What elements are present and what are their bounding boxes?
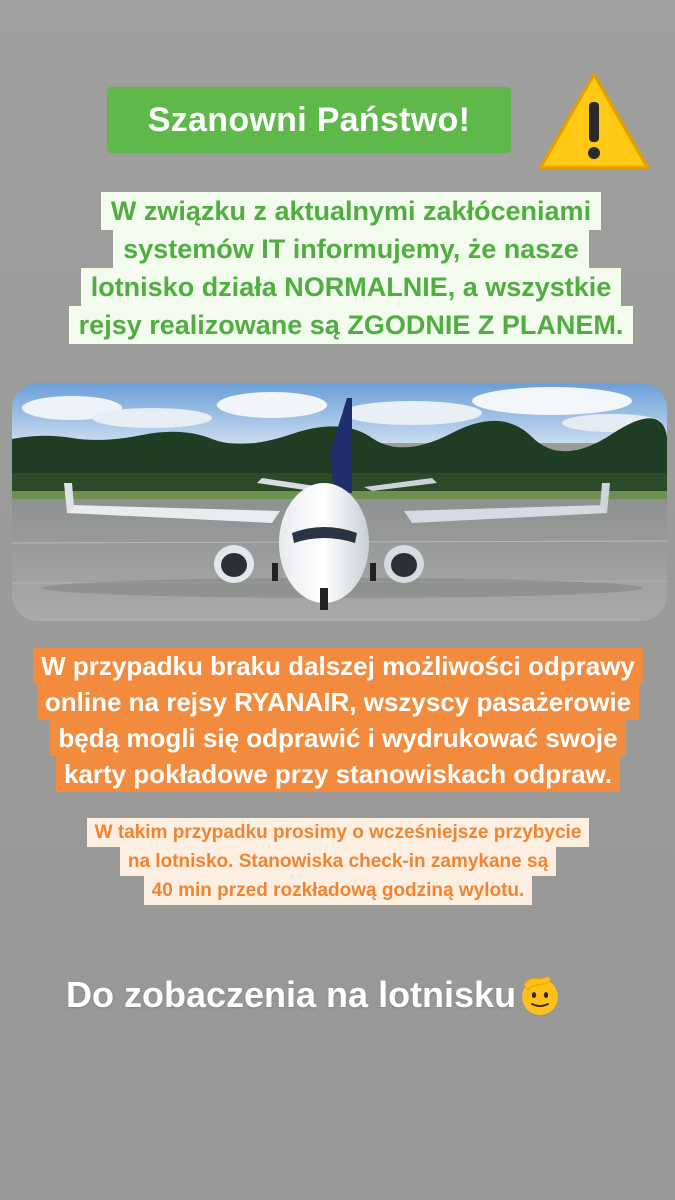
greeting-banner — [107, 87, 511, 153]
notice-line: W związku z aktualnymi zakłóceniami — [101, 192, 601, 230]
notice-line: rejsy realizowane są ZGODNIE Z PLANEM. — [69, 306, 634, 344]
advice-line: 40 min przed rozkładową godziną wylotu. — [144, 876, 533, 905]
checkin-line: online na rejsy RYANAIR, wszyscy pasażerowie — [37, 684, 639, 720]
farewell — [66, 965, 626, 1025]
it-disruption-notice — [64, 192, 638, 344]
farewell-text: Do zobaczenia na lotnisku — [66, 974, 517, 1015]
warning-icon — [536, 70, 652, 172]
advice-line: W takim przypadku prosimy o wcześniejsze przybycie — [87, 818, 590, 847]
advice-line: na lotnisko. Stanowiska check-in zamykane są — [120, 847, 556, 876]
notice-line: lotnisko działa NORMALNIE, a wszystkie — [81, 268, 622, 306]
early-arrival-notice — [40, 818, 636, 905]
checkin-line: W przypadku braku dalszej możliwości odprawy — [33, 648, 643, 684]
checkin-line: karty pokładowe przy stanowiskach odpraw. — [56, 756, 620, 792]
checkin-line: będą mogli się odprawić i wydrukować swoje — [50, 720, 625, 756]
greeting-text: Szanowni Państwo! — [147, 100, 471, 139]
checkin-notice — [18, 648, 658, 792]
notice-line: systemów IT informujemy, że nasze — [113, 230, 589, 268]
airplane-on-apron-photo — [12, 383, 667, 621]
saluting-face-icon — [518, 973, 562, 1017]
